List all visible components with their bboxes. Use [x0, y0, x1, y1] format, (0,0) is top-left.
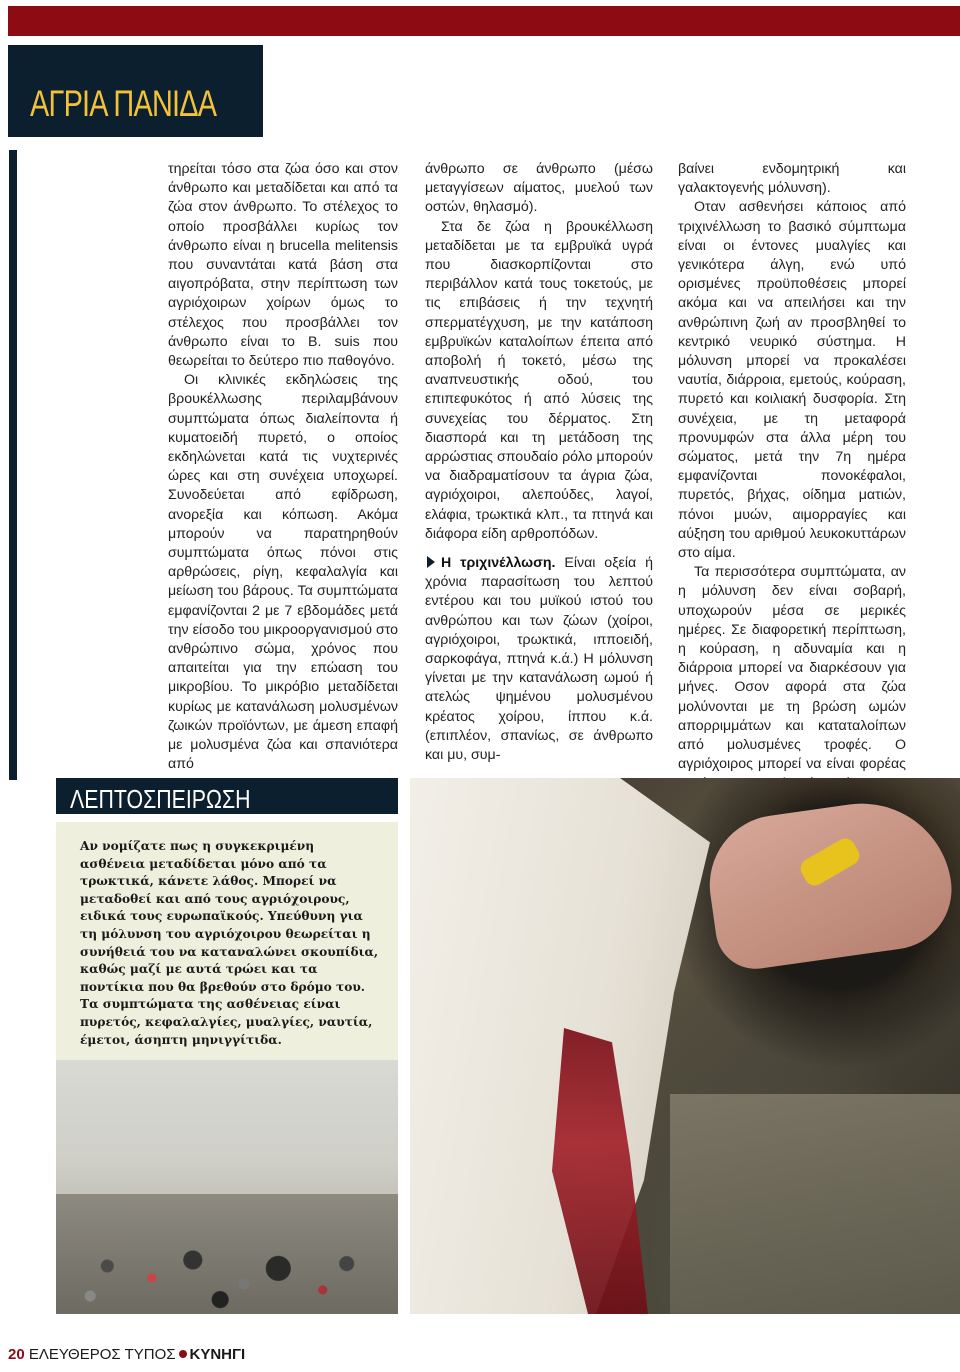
boar-skinning-photo [410, 778, 960, 1314]
section-name: ΚΥΝΗΓΙ [189, 1346, 246, 1363]
paragraph: βαίνει ενδομητρική και γαλακτογενής μόλυνση). [678, 161, 906, 197]
paragraph: Οταν ασθενήσει κάποιος από τριχινέλλωση το βασικό σύμπτωμα είναι οι έντονες μυαλγίες και γενικότερα άλγη, ενώ υπό ορισμένες προϋποθέσεις μπορεί ακόμα και να απειλήσει και την ανθρώπινη ζωή αν προσβληθεί το κεντρικό νευρικό σύστημα. Η μόλυνση μπορεί να προκαλέσει ναυτία, διάρροια, εμετούς, κούραση, πυρετό και κοιλιακή δυσφορία. Στη συνέχεια, με τη μεταφορά προνυμφών στα άλλα μέρη του σώματος, μετά την 7η ημέρα εμφανίζονται πονοκέφαλοι, πυρετός, βήχας, οίδημα ματιών, πόνοι μυών, αιμορραγίες και αύξηση του αριθμού λευκοκυττάρων στο αίμα. [678, 199, 906, 562]
article-column-1 [168, 160, 398, 775]
paragraph: Τα περισσότερα συμπτώματα, αν η μόλυνση δεν είναι σοβαρή, υποχωρούν μέσα σε μερικές ημέρες. Σε διαφορετική περίπτωση, η κούραση, η αδυναμία και η διάρροια μπορεί να διαρκέσουν για μήνες. Οσον αφορά στα ζώα μολύνονται με τη βρώση ωμών απορριμμάτων και καταταλοίπων από μολυσμένες τροφές. Ο αγριόχοιρος μπορεί να είναι φορέας [678, 564, 906, 773]
dot-separator-icon [179, 1350, 187, 1358]
section-header [8, 45, 263, 137]
garbage-dump-photo [56, 1060, 398, 1314]
paragraph: άνθρωπο σε άνθρωπο (μέσω μεταγγίσεων αίματος, μυελού των οστών, θηλασμό). [425, 161, 653, 216]
paragraph: Στα δε ζώα η βρουκέλλωση μεταδίδεται με τα εμβρυϊκά υγρά που διασκορπίζονται στο περιβάλλον κατά τους τοκετούς, με τις επιβάσεις ή την τεχνητή σπερματέγχυση, με την κατάποση εμβρυϊκών καταλοίπων έπειτα από αποβολή ή τοκετό, μέσω της αναπνευστικής οδού, του επιπεφυκότος ή από λύσεις της συνεχείας του δέρματος. Στη διασπορά και τη μετάδοση της αρρώστιας σπουδαίο ρόλο μπορούν να διαδραματίσουν τα άγρια ζώα, αγριόχοιροι, αλεπούδες, λαγοί, ελάφια, τρωκτικά κλπ., τα πτηνά και διάφορα είδη αρθροπόδων. [425, 218, 653, 542]
top-red-banner [8, 6, 960, 36]
sidebox-header [56, 778, 398, 814]
magazine-name: ΕΛΕΥΘΕΡΟΣ ΤΥΠΟΣ [28, 1346, 176, 1363]
sidebox-title: ΛΕΠΤΟΣΠΕΙΡΩΣΗ [70, 784, 251, 814]
paragraph: τηρείται τόσο στα ζώα όσο και στον άνθρωπο και μεταδίδεται και από τα ζώα στον άνθρωπο. Το στέλεχος το οποίο προσβάλλει κυρίως τον άνθρωπο είναι η brucella melitensis που συναντάται κατά βάση στα αιγοπρόβατα, στην περίπτωση των αγριόχοιρων χοίρων όμως το στέλεχος που προσβάλλει τον άνθρωπο είναι το Β. suis που θεωρείται το δεύτερο πιο παθογόνο. [168, 161, 398, 370]
trash-pile [56, 1194, 398, 1314]
triangle-bullet-icon [427, 556, 435, 568]
section-title: ΑΓΡΙΑ ΠΑΝΙΔΑ [30, 83, 217, 124]
paragraph-trichinellosis [425, 554, 653, 765]
article-column-2 [425, 160, 653, 765]
paragraph-text: Είναι οξεία ή χρόνια παρασίτωση του λεπτού εντέρου και του μυϊκού ιστού του ανθρώπου και των ζώων (χοίροι, αγριόχοιροι, τρωκτικά, ιπποειδή, σαρκοφάγα, πτηνά κ.ά.) Η μόλυνση γίνεται με την κατανάλωση ωμού ή ατελώς ψημένου μολυσμένου κρέατος χοίρου, ίππου κ.ά. (επιπλέον, σπανίως, σε άνθρωπο και μυ, συμ- [425, 555, 653, 764]
subheading: Η τριχινέλλωση. [441, 555, 556, 572]
page-footer [8, 1346, 245, 1370]
article-column-3 [678, 160, 906, 794]
sidebox-text: Αν νομίζατε πως η συγκεκριμένη ασθένεια μεταδίδεται μόνο από τα τρωκτικά, κάνετε λάθος. Μπορεί να μεταδοθεί και από τους αγριόχοιρους, ειδικά τους ευρωπαϊκούς. Υπεύθυνη για τη μόλυνση του αγριόχοιρου θεωρείται η συνήθειά του να καταναλώνει σκουπίδια, καθώς μαζί με αυτά τρώει και τα ποντίκια που θα βρεθούν στο δρόμο του. Τα συμπτώματα της ασθένειας είναι πυρετός, κεφαλαλγίες, μυαλγίες, ναυτία, έμετοι, άσηπτη μηνιγγίτιδα. [80, 839, 379, 1047]
page-number: 20 [8, 1346, 25, 1363]
left-decorative-bar [9, 150, 17, 780]
paragraph: Οι κλινικές εκδηλώσεις της βρουκέλλωσης περιλαμβάνουν συμπτώματα όπως διαλείποντα ή κυματοειδή πυρετό, ο οποίος εκδηλώνεται κατά τις νυχτερινές ώρες και στη συνέχεια υποχωρεί. Συνοδεύεται από εφίδρωση, ανορεξία και κόπωση. Ακόμα μπορούν να παρατηρηθούν συμπτώματα όπως πόνοι στις αρθρώσεις, ρίγη, κεφαλαλγία και μείωση του βάρους. Τα συμπτώματα εμφανίζονται 2 με 7 εβδομάδες μετά την είσοδο του μικροοργανισμού στο ανθρώπινο σώμα, χρόνος που απαιτείται για την επώαση του μικροβίου. Το μικρόβιο μεταδίδεται κυρίως με κατανάλωση μολυσμένων ζωικών προϊόντων, με άμεση επαφή με μολυσμένα ζώα και σπανιότερα από [168, 372, 398, 773]
